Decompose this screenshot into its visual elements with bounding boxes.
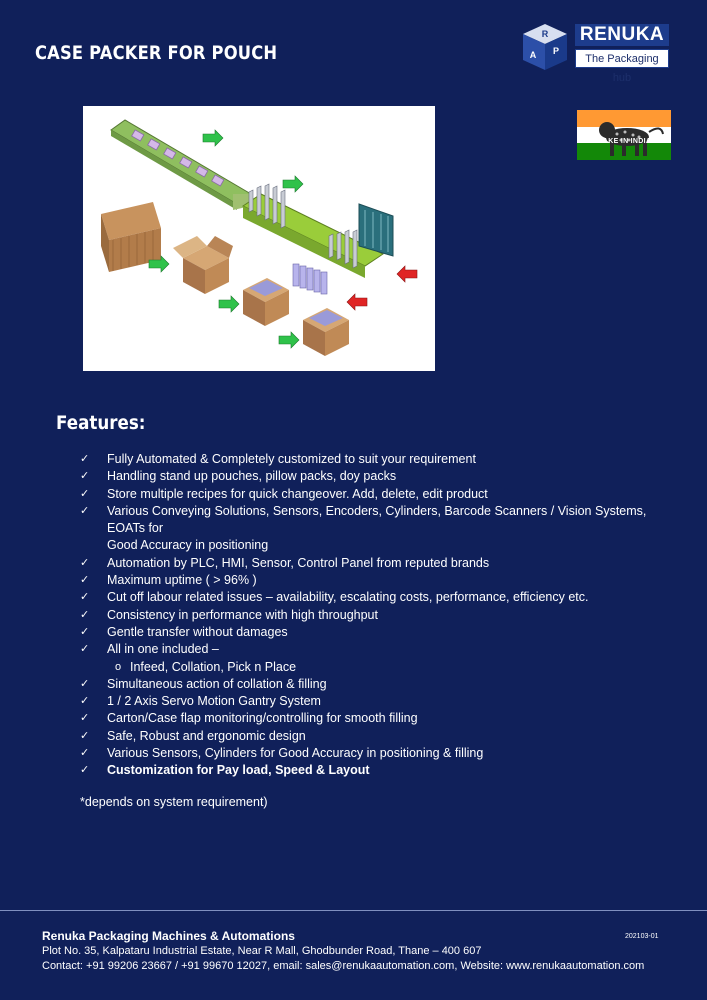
checkmark-icon: ✓ <box>80 574 90 587</box>
make-in-india-badge <box>577 110 671 160</box>
checkmark-icon: ✓ <box>80 470 90 483</box>
list-item: ✓ Carton/Case flap monitoring/controlling for smooth filling <box>80 710 680 727</box>
list-item: ✓ All in one included – <box>80 641 680 658</box>
checkmark-icon: ✓ <box>80 487 90 500</box>
checkmark-icon: ✓ <box>80 712 90 725</box>
list-item: ✓ Simultaneous action of collation & filling <box>80 676 680 693</box>
checkmark-icon: ✓ <box>80 453 90 465</box>
logo-name: RENUKA <box>575 24 669 46</box>
checkmark-icon: ✓ <box>80 556 90 569</box>
list-item: ✓ Handling stand up pouches, pillow packs, doy packs <box>80 468 680 485</box>
cube-letter-r: R <box>541 29 549 39</box>
list-item-continuation: Good Accuracy in positioning <box>107 538 269 553</box>
make-in-india-lion-icon <box>577 110 671 160</box>
checkmark-icon: ✓ <box>80 747 90 760</box>
make-in-india-label: MAKE IN INDIA <box>596 138 652 145</box>
footnote: *depends on system requirement) <box>80 795 268 809</box>
renuka-logo <box>519 20 671 84</box>
footer-contact: Contact: +91 99206 23667 / +91 99670 12027, email: sales@renukaautomation.com, Website: www.renukaautomation.com <box>42 960 645 972</box>
footer-divider <box>0 910 707 911</box>
list-item: ✓ Automation by PLC, HMI, Sensor, Control Panel from reputed brands <box>80 555 680 572</box>
page-title: CASE PACKER FOR POUCH <box>35 42 278 64</box>
features-list <box>80 451 680 780</box>
checkmark-icon: ✓ <box>80 504 90 517</box>
features-heading: Features: <box>56 412 146 434</box>
checkmark-icon: ✓ <box>80 695 90 708</box>
cube-letter-a: A <box>529 50 537 60</box>
checkmark-icon: ✓ <box>80 591 90 604</box>
cube-letter-p: P <box>552 46 560 56</box>
list-item: ✓ Cut off labour related issues – availability, escalating costs, performance, efficiency etc. <box>80 589 680 606</box>
list-item: ✓ Various Conveying Solutions, Sensors, Encoders, Cylinders, Barcode Scanners / Vision Systems, EOATs for <box>80 503 647 536</box>
list-item: ✓ Maximum uptime ( > 96% ) <box>80 572 680 589</box>
list-item: ✓ Various Sensors, Cylinders for Good Accuracy in positioning & filling <box>80 745 680 762</box>
document-code: 202103-01 <box>625 933 659 940</box>
logo-tagline: The Packaging hub <box>575 49 669 68</box>
circle-bullet-icon: o <box>115 660 122 673</box>
case-packer-machine-illustration-icon <box>83 106 435 371</box>
checkmark-icon: ✓ <box>80 729 90 742</box>
sub-list-item: o Infeed, Collation, Pick n Place <box>80 659 680 676</box>
list-item: ✓ Customization for Pay load, Speed & Layout <box>80 762 680 779</box>
checkmark-icon: ✓ <box>80 625 90 638</box>
checkmark-icon: ✓ <box>80 608 90 621</box>
list-item: ✓ 1 / 2 Axis Servo Motion Gantry System <box>80 693 680 710</box>
list-item: ✓ Store multiple recipes for quick changeover. Add, delete, edit product <box>80 486 680 503</box>
footer-address: Plot No. 35, Kalpataru Industrial Estate, Near R Mall, Ghodbunder Road, Thane – 400 607 <box>42 945 482 957</box>
list-item: ✓ Safe, Robust and ergonomic design <box>80 728 680 745</box>
case-packer-image <box>83 106 435 371</box>
list-item: ✓ Fully Automated & Completely customized to suit your requirement <box>80 451 680 468</box>
cube-logo-icon <box>519 20 571 72</box>
checkmark-icon: ✓ <box>80 643 90 656</box>
checkmark-icon: ✓ <box>80 764 90 777</box>
list-item: ✓ Gentle transfer without damages <box>80 624 680 641</box>
checkmark-icon: ✓ <box>80 677 90 690</box>
footer-company-name: Renuka Packaging Machines & Automations <box>42 929 295 943</box>
list-item: ✓ Consistency in performance with high throughput <box>80 607 680 624</box>
